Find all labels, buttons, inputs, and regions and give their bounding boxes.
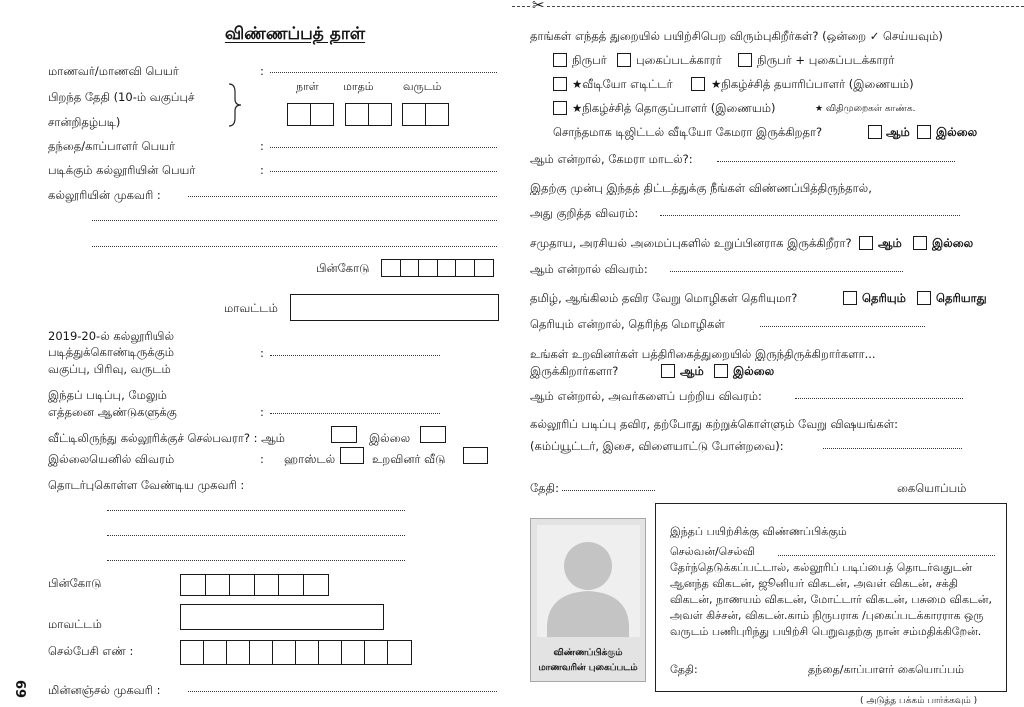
dob-month-label: மாதம் <box>343 80 374 93</box>
guardian-name-label: தந்தை/காப்பாளர் பெயர் <box>48 139 176 153</box>
digit-box[interactable] <box>205 574 231 596</box>
relatives-yes-checkbox[interactable] <box>661 364 675 378</box>
checkbox-program-host[interactable] <box>553 101 567 115</box>
page-number: 69 <box>12 679 28 699</box>
hostel-checkbox[interactable] <box>340 447 364 464</box>
photo-panel <box>537 525 640 637</box>
photo-placeholder[interactable] <box>530 518 646 682</box>
contact-district-label: மாவட்டம் <box>48 617 102 631</box>
other-learning-line1: கல்லூரிப் படிப்பு தவிர, தற்போது கற்றுக்கொள்ளும் வேறு விஷயங்கள்: <box>530 417 898 431</box>
photo-caption-line1: விண்ணப்பிக்கும் <box>553 648 623 658</box>
field-question: தாங்கள் எந்தத் துறையில் பயிற்சிபெற விரும்புகிறீர்கள்? (ஒன்றை ✓ செய்யவும்) <box>530 29 943 43</box>
option-program-producer: ★நிகழ்ச்சித் தயாரிப்பாளர் (இணையம்) <box>711 77 914 91</box>
digit-box[interactable] <box>345 103 369 126</box>
duration-label-line2: எத்தனை ஆண்டுகளுக்கு <box>48 405 177 419</box>
digit-box[interactable] <box>287 103 311 126</box>
course-label-line2: படித்துக்கொண்டிருக்கும் <box>48 345 175 359</box>
checkbox-program-producer[interactable] <box>691 77 705 91</box>
course-field[interactable] <box>270 355 440 356</box>
declaration-intro: இந்தப் பயிற்சிக்கு விண்ணப்பிக்கும் <box>670 525 847 538</box>
digit-box[interactable] <box>341 640 366 665</box>
digit-box[interactable] <box>425 103 449 126</box>
digit-box[interactable] <box>226 640 251 665</box>
dob-year-boxes[interactable] <box>402 103 449 126</box>
digit-box[interactable] <box>437 259 457 277</box>
option-reporter: நிருபர் <box>572 53 607 67</box>
college-address-field-1[interactable] <box>188 196 497 197</box>
digit-box[interactable] <box>455 259 475 277</box>
declaration-body-line2: ஆனந்த விகடன், ஜூனியர் விகடன், அவள் விகடன், சக்தி <box>670 577 958 590</box>
checkbox-reporter-photographer[interactable] <box>738 53 752 67</box>
membership-no-checkbox[interactable] <box>913 236 927 250</box>
contact-district-field[interactable] <box>180 604 384 630</box>
checkbox-reporter[interactable] <box>553 53 567 67</box>
declaration-body-line1: தேர்ந்தெடுக்கப்பட்டால், கல்லூரிப் படிப்பைத் தொடர்வதுடன் <box>670 561 973 574</box>
guardian-name-field[interactable] <box>270 147 497 148</box>
course-label-line3: வகுப்பு, பிரிவு, வருடம் <box>48 362 171 376</box>
digit-box[interactable] <box>400 259 420 277</box>
dob-day-boxes[interactable] <box>287 103 334 126</box>
commute-yes-checkbox[interactable] <box>331 426 357 443</box>
signature-label: கையொப்பம் <box>897 481 967 495</box>
membership-question: சமுதாய, அரசியல் அமைப்புகளில் உறுப்பினராக இருக்கிறீரா? <box>530 236 852 250</box>
email-label: மின்னஞ்சல் முகவரி : <box>48 683 161 697</box>
course-colon: : <box>260 346 264 360</box>
relatives-question-line2: இருக்கிறார்களா? <box>530 364 619 378</box>
digit-box[interactable] <box>418 259 438 277</box>
if-no-colon: : <box>260 452 264 466</box>
declaration-date-label: தேதி: <box>670 663 698 676</box>
contact-address-label: தொடர்புகொள்ள வேண்டிய முகவரி : <box>48 478 245 492</box>
other-learning-field[interactable] <box>823 448 962 449</box>
student-name-field[interactable] <box>270 72 497 73</box>
cut-line <box>512 6 1024 7</box>
college-address-field-3[interactable] <box>92 246 497 247</box>
digit-box[interactable] <box>295 640 320 665</box>
dob-label-line2: சான்றிதழ்படி) <box>48 115 121 129</box>
scissors-icon: ✂ <box>532 0 545 14</box>
languages-know-label: தெரியும் <box>862 291 906 305</box>
digit-box[interactable] <box>254 574 280 596</box>
other-learning-line2: (கம்ப்யூட்டர், இசை, விளையாட்டு போன்றவை): <box>530 439 784 453</box>
digit-box[interactable] <box>381 259 401 277</box>
digit-box[interactable] <box>180 574 206 596</box>
dob-day-label: நாள் <box>296 80 319 93</box>
languages-dont-know-label: தெரியாது <box>936 291 987 305</box>
guardian-name-colon: : <box>260 139 264 153</box>
relatives-detail-field[interactable] <box>795 398 963 399</box>
declaration-body-line5: வருடம் பணிபுரிந்து பயிற்சி பெறுவதற்கு நான் சம்மதிக்கிறேன். <box>670 625 982 638</box>
contact-address-field-3[interactable] <box>107 560 405 561</box>
checkbox-video-editor[interactable] <box>553 77 567 91</box>
digit-box[interactable] <box>303 574 329 596</box>
prev-applied-field[interactable] <box>660 215 960 216</box>
relatives-detail-label: ஆம் என்றால், அவர்களைப் பற்றிய விவரம்: <box>530 389 762 403</box>
contact-address-field-1[interactable] <box>107 510 405 511</box>
prev-applied-line1: இதற்கு முன்பு இந்தத் திட்டத்துக்கு நீங்கள் விண்ணப்பித்திருந்தால், <box>530 181 872 195</box>
relatives-question-line1: உங்கள் உறவினர்கள் பத்திரிகைத்துறையில் இருந்திருக்கிறார்களா... <box>530 347 876 361</box>
prev-applied-line2: அது குறித்த விவரம்: <box>530 206 639 220</box>
contact-address-field-2[interactable] <box>107 535 405 536</box>
checkbox-photographer[interactable] <box>617 53 631 67</box>
digit-box[interactable] <box>278 574 304 596</box>
declaration-body-line4: அவள் கிச்சன், விகடன்.காம் நிருபராக /புகைப்படக்காரராக ஒரு <box>670 609 984 622</box>
student-name-colon: : <box>260 64 264 78</box>
commute-no-checkbox[interactable] <box>420 426 446 443</box>
languages-dont-know-checkbox[interactable] <box>917 291 931 305</box>
digit-box[interactable] <box>180 640 205 665</box>
right-column <box>512 0 1024 707</box>
relative-house-option-label: உறவினர் வீடு <box>372 452 446 466</box>
duration-label-line1: இந்தப் படிப்பு, மேலும் <box>48 388 167 402</box>
digit-box[interactable] <box>318 640 343 665</box>
languages-known-field[interactable] <box>760 326 925 327</box>
date-field[interactable] <box>562 490 655 491</box>
declaration-name-field[interactable] <box>778 555 995 556</box>
camera-no-checkbox[interactable] <box>917 125 931 139</box>
declaration-name-label: செல்வன்/செல்வி <box>670 545 755 558</box>
college-district-label: மாவட்டம் <box>224 301 278 315</box>
digit-box[interactable] <box>310 103 334 126</box>
dob-month-boxes[interactable] <box>345 103 392 126</box>
relatives-no-label: இல்லை <box>733 364 775 378</box>
languages-known-label: தெரியும் என்றால், தெரிந்த மொழிகள் <box>530 317 725 331</box>
digit-box[interactable] <box>229 574 255 596</box>
date-label: தேதி: <box>530 481 559 495</box>
guardian-declaration-box <box>655 503 1007 692</box>
hostel-option-label: ஹாஸ்டல் <box>284 452 336 466</box>
camera-model-label: ஆம் என்றால், கேமரா மாடல்?: <box>530 152 693 166</box>
college-address-label: கல்லூரியின் முகவரி : <box>48 188 161 202</box>
contact-pincode-boxes[interactable] <box>180 574 329 596</box>
digit-box[interactable] <box>474 259 494 277</box>
option-video-editor: ★வீடியோ எடிட்டர் <box>572 77 673 91</box>
digit-box[interactable] <box>402 103 426 126</box>
camera-yes-checkbox[interactable] <box>868 125 882 139</box>
membership-yes-label: ஆம் <box>878 236 902 250</box>
camera-no-label: இல்லை <box>936 125 978 139</box>
languages-know-checkbox[interactable] <box>843 291 857 305</box>
membership-no-label: இல்லை <box>932 236 974 250</box>
membership-detail-field[interactable] <box>670 271 903 272</box>
option-program-host: ★நிகழ்ச்சித் தொகுப்பாளர் (இணையம்) <box>572 101 776 115</box>
declaration-body-line3: விகடன், நாணயம் விகடன், மோட்டார் விகடன், பசுமை விகடன், <box>670 593 992 606</box>
camera-yes-label: ஆம் <box>886 125 910 139</box>
option-photographer: புகைப்படக்காரர் <box>636 53 722 67</box>
digit-box[interactable] <box>368 103 392 126</box>
duration-colon: : <box>260 405 264 419</box>
if-no-label: இல்லையெனில் விவரம் <box>48 452 175 466</box>
digit-box[interactable] <box>203 640 228 665</box>
contact-pincode-label: பின்கோடு <box>48 576 102 590</box>
digit-box[interactable] <box>272 640 297 665</box>
membership-yes-checkbox[interactable] <box>859 236 873 250</box>
continued-note: ( அடுத்த பக்கம் பார்க்கவும் ) <box>860 696 978 706</box>
college-name-field[interactable] <box>270 171 497 172</box>
email-field[interactable] <box>188 691 497 692</box>
college-district-field[interactable] <box>290 294 499 321</box>
option-reporter-photographer: நிருபர் + புகைப்படக்காரர் <box>757 53 895 67</box>
person-silhouette-icon <box>537 525 640 637</box>
duration-field[interactable] <box>270 413 440 414</box>
relatives-yes-label: ஆம் <box>680 364 704 378</box>
digit-box[interactable] <box>364 640 389 665</box>
digit-box[interactable] <box>249 640 274 665</box>
mobile-label: செல்பேசி எண் : <box>48 644 134 658</box>
declaration-guardian-signature-label: தந்தை/காப்பாளர் கையொப்பம் <box>808 663 964 676</box>
photo-caption-line2: மாணவரின் புகைப்படம் <box>538 663 638 673</box>
camera-model-field[interactable] <box>717 161 955 162</box>
student-name-label: மாணவர்/மாணவி பெயர் <box>48 64 179 78</box>
mobile-number-boxes[interactable] <box>180 640 412 665</box>
digit-box[interactable] <box>387 640 412 665</box>
membership-detail-label: ஆம் என்றால் விவரம்: <box>530 262 648 276</box>
form-title: விண்ணப்பத் தாள் <box>224 24 366 44</box>
commute-no-label: இல்லை <box>369 431 411 445</box>
course-label-line1: 2019-20-ல் கல்லூரியில் <box>48 329 175 343</box>
college-name-label: படிக்கும் கல்லூரியின் பெயர் <box>48 163 196 177</box>
relative-house-checkbox[interactable] <box>463 447 488 464</box>
college-address-field-2[interactable] <box>92 220 497 221</box>
terms-note: ★ விதிமுறைகள் காண்க. <box>815 104 916 114</box>
languages-question: தமிழ், ஆங்கிலம் தவிர வேறு மொழிகள் தெரியுமா? <box>530 291 798 305</box>
college-pincode-label: பின்கோடு <box>316 261 370 275</box>
dob-label-line1: பிறந்த தேதி (10-ம் வகுப்புச் <box>48 90 195 104</box>
relatives-no-checkbox[interactable] <box>714 364 728 378</box>
commute-question: வீட்டிலிருந்து கல்லூரிக்குச் செல்பவரா? : ஆம் <box>48 431 285 445</box>
college-pincode-boxes[interactable] <box>381 259 494 277</box>
college-name-colon: : <box>260 163 264 177</box>
dob-year-label: வருடம் <box>403 80 442 93</box>
brace-icon <box>226 82 244 128</box>
camera-question: சொந்தமாக டிஜிட்டல் வீடியோ கேமரா இருக்கிறதா? <box>553 125 823 139</box>
